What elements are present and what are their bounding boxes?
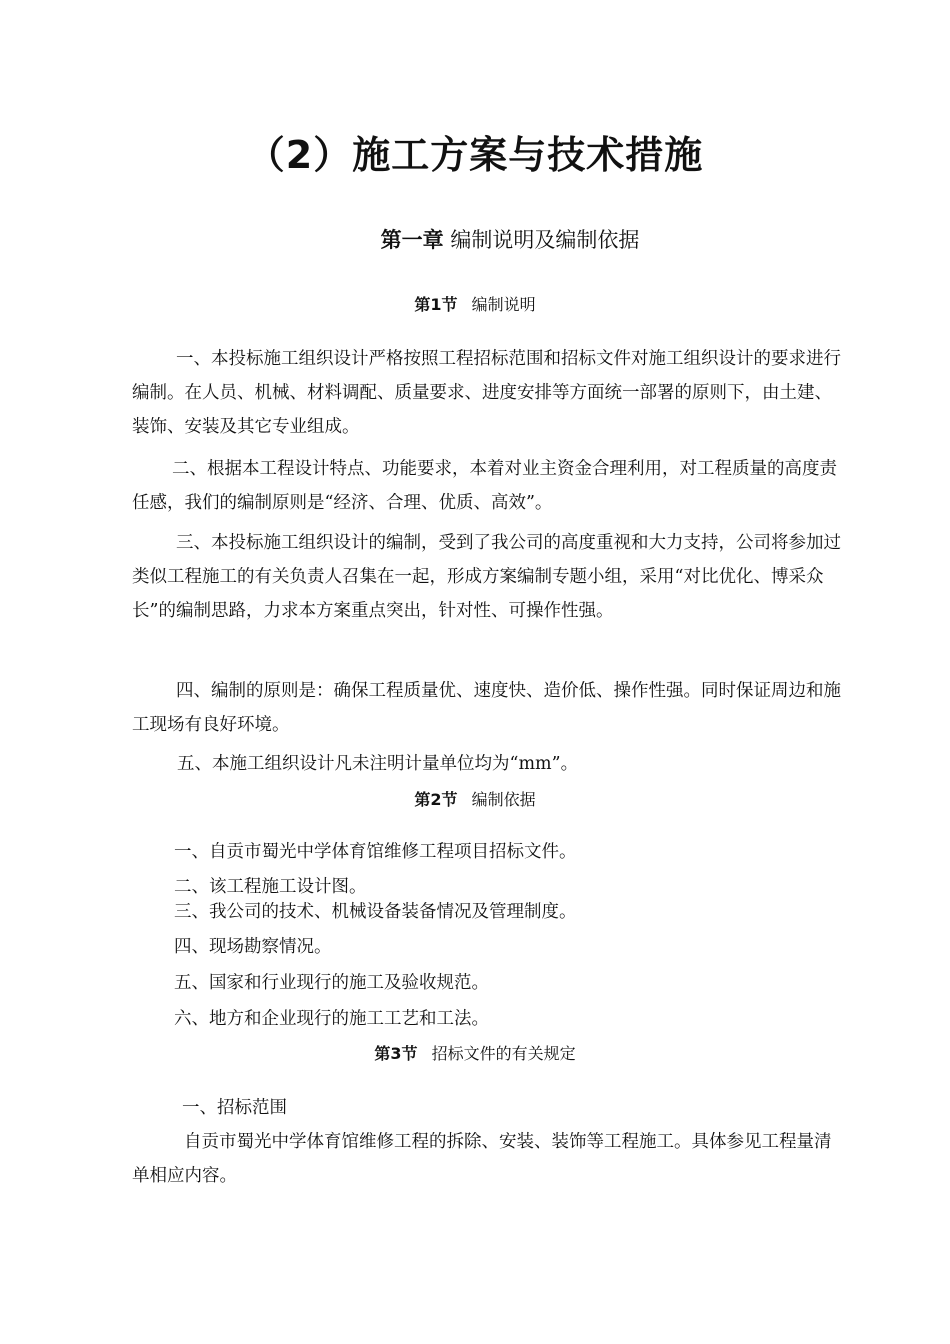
section-1-name: 编制说明 [471,295,536,314]
section-3-name: 招标文件的有关规定 [431,1044,576,1063]
section-2-heading [0,788,950,812]
section-3-subheading: 一、招标范围 [182,1098,287,1118]
list-item: 六、地方和企业现行的施工工艺和工法。 [174,1009,489,1029]
chapter-name: 编制说明及编制依据 [450,228,640,252]
list-item: 五、国家和行业现行的施工及验收规范。 [174,973,489,993]
chapter-number: 第一章 [380,228,444,252]
section-2-number: 第2节 [414,790,458,809]
section-1-paragraph-4: 四、编制的原则是：确保工程质量优、速度快、造价低、操作性强。同时保证周边和施工现场有良好环境。 [132,681,841,735]
section-1-paragraph-2: 二、根据本工程设计特点、功能要求，本着对业主资金合理利用，对工程质量的高度责任感，我们的编制原则是“经济、合理、优质、高效”。 [132,459,837,513]
section-3-heading [0,1042,950,1066]
list-item: 二、该工程施工设计图。 [174,877,367,897]
document-title: （2）施工方案与技术措施 [246,133,704,177]
section-1-paragraph-3: 三、本投标施工组织设计的编制，受到了我公司的高度重视和大力支持，公司将参加过类似工程施工的有关负责人召集在一起，形成方案编制专题小组，采用“对比优化、博采众长”的编制思路，力求本方案重点突出，针对性、可操作性强。 [132,533,841,621]
section-3-number: 第3节 [374,1044,418,1063]
section-2-name: 编制依据 [471,790,536,809]
section-1-heading [0,293,950,317]
list-item: 三、我公司的技术、机械设备装备情况及管理制度。 [174,902,577,922]
section-1-number: 第1节 [414,295,458,314]
chapter-heading [0,225,950,255]
section-3-paragraph: 自贡市蜀光中学体育馆维修工程的拆除、安装、装饰等工程施工。具体参见工程量清单相应内容。 [132,1132,832,1186]
list-item: 四、现场勘察情况。 [174,937,332,957]
list-item: 一、自贡市蜀光中学体育馆维修工程项目招标文件。 [174,842,577,862]
section-1-paragraph-5: 五、本施工组织设计凡未注明计量单位均为“mm”。 [177,754,579,774]
section-1-paragraph-1: 一、本投标施工组织设计严格按照工程招标范围和招标文件对施工组织设计的要求进行编制。在人员、机械、材料调配、质量要求、进度安排等方面统一部署的原则下，由土建、装饰、安装及其它专业组成。 [132,349,841,437]
